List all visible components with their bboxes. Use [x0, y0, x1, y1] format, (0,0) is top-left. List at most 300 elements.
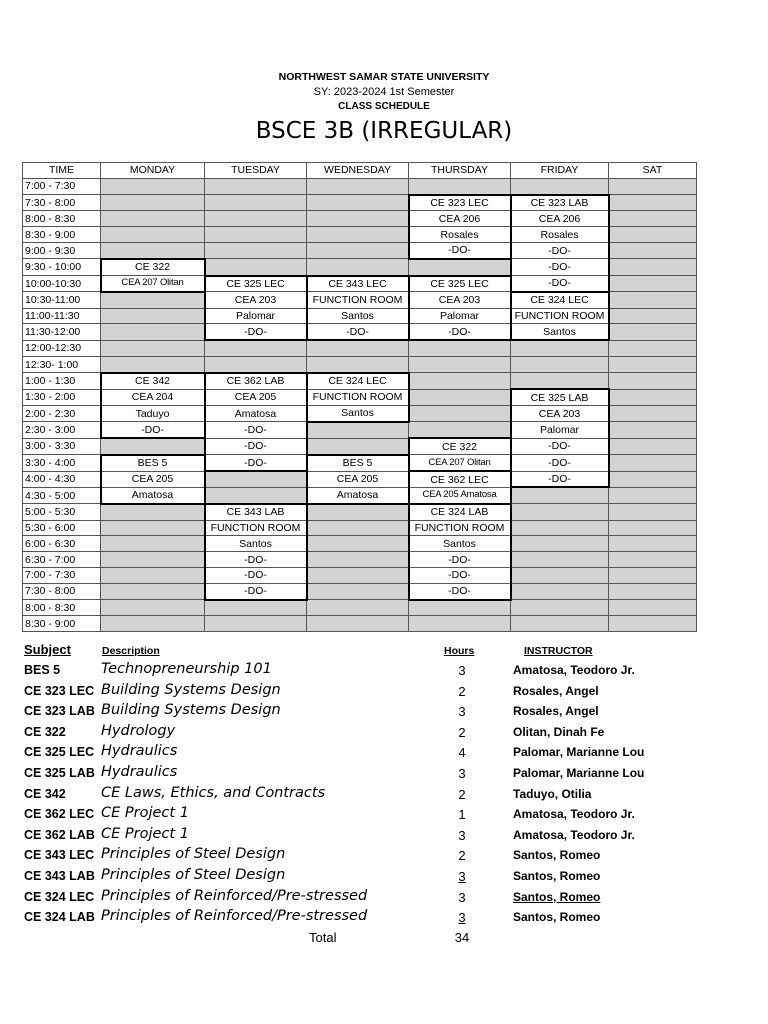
schedule-cell: -DO- [409, 552, 511, 568]
schedule-cell [511, 616, 609, 632]
schedule-cell [101, 324, 205, 340]
schedule-cell [609, 536, 697, 552]
schedule-cell [205, 227, 307, 243]
subject-code: CE 323 LAB [24, 704, 95, 719]
schedule-cell [609, 276, 697, 292]
subject-heading: Subject [24, 642, 71, 657]
schedule-cell: Santos [307, 405, 409, 421]
schedule-row [23, 616, 697, 632]
schedule-row [23, 504, 697, 520]
time-slot: 9:00 - 9:30 [23, 242, 101, 258]
subject-code: CE 324 LAB [24, 910, 95, 925]
subject-hours: 2 [458, 683, 466, 699]
schedule-cell [205, 357, 307, 373]
schedule-row [23, 552, 697, 568]
subject-row [22, 825, 722, 846]
schedule-cell: BES 5 [101, 455, 205, 471]
schedule-cell: -DO- [511, 455, 609, 471]
schedule-cell: -DO- [511, 242, 609, 258]
time-slot: 1:30 - 2:00 [23, 389, 101, 405]
page-title: BSCE 3B (IRREGULAR) [255, 118, 513, 144]
schedule-cell: -DO- [409, 242, 511, 258]
time-slot: 7:30 - 8:00 [23, 195, 101, 211]
schedule-cell: CEA 204 [101, 389, 205, 405]
subject-instructor: Santos, Romeo [513, 910, 601, 925]
schedule-cell: CE 324 LEC [307, 373, 409, 389]
subject-row [22, 845, 722, 866]
subject-hours: 3 [458, 663, 466, 678]
time-slot: 1:00 - 1:30 [23, 373, 101, 389]
schedule-cell [609, 242, 697, 258]
schedule-cell [609, 438, 697, 455]
subject-hours: 2 [458, 724, 466, 740]
subject-instructor: Olitan, Dinah Fe [513, 724, 605, 739]
subject-instructor: Taduyo, Otilia [513, 786, 592, 801]
subject-instructor: Amatosa, Teodoro Jr. [513, 663, 635, 677]
schedule-cell: -DO- [205, 422, 307, 438]
schedule-cell [205, 242, 307, 258]
schedule-row [23, 536, 697, 552]
subject-code: CE 343 LEC [24, 848, 95, 863]
schedule-cell: Santos [409, 536, 511, 552]
column-header: MONDAY [101, 163, 205, 179]
schedule-cell [205, 211, 307, 227]
document-type: CLASS SCHEDULE [338, 101, 430, 112]
schedule-cell: -DO- [511, 471, 609, 487]
schedule-cell [511, 357, 609, 373]
schedule-cell [609, 259, 697, 276]
schedule-row [23, 373, 697, 389]
schedule-cell: -DO- [205, 438, 307, 455]
schedule-cell [409, 178, 511, 194]
subject-description: Principles of Steel Design [101, 866, 286, 883]
subject-code: BES 5 [24, 663, 61, 677]
schedule-cell [609, 504, 697, 520]
subject-description: CE Laws, Ethics, and Contracts [101, 784, 326, 801]
schedule-cell [409, 340, 511, 356]
total-row [22, 928, 722, 948]
schedule-cell [609, 567, 697, 583]
schedule-cell [307, 600, 409, 616]
subject-row [22, 660, 722, 681]
schedule-row [23, 389, 697, 405]
schedule-cell: CE 343 LEC [307, 276, 409, 292]
subject-hours: 2 [458, 786, 466, 802]
subject-hours: 3 [458, 910, 466, 926]
schedule-cell: CE 362 LAB [205, 373, 307, 389]
schedule-header-row [23, 163, 697, 179]
time-slot: 6:30 - 7:00 [23, 552, 101, 568]
schedule-cell [609, 292, 697, 308]
schedule-cell: -DO- [409, 583, 511, 599]
schedule-cell [307, 259, 409, 276]
schedule-cell: Amatosa [101, 487, 205, 503]
time-slot: 3:00 - 3:30 [23, 438, 101, 455]
schedule-cell [101, 552, 205, 568]
schedule-cell [409, 259, 511, 276]
schedule-cell [101, 242, 205, 258]
schedule-cell: Santos [307, 308, 409, 324]
time-slot: 3:30 - 4:00 [23, 455, 101, 471]
subject-instructor: Amatosa, Teodoro Jr. [513, 807, 635, 822]
schedule-cell: -DO- [205, 552, 307, 568]
time-slot: 4:30 - 5:00 [23, 487, 101, 503]
schedule-row [23, 178, 697, 194]
subject-code: CE 325 LEC [24, 745, 95, 760]
schedule-cell: -DO- [409, 567, 511, 583]
schedule-cell [205, 600, 307, 616]
school-year: SY: 2023-2024 1st Semester [313, 86, 455, 98]
schedule-cell [307, 583, 409, 599]
total-label: Total [309, 929, 337, 945]
schedule-cell: -DO- [205, 324, 307, 340]
schedule-row [23, 600, 697, 616]
schedule-cell [307, 567, 409, 583]
schedule-cell [205, 487, 307, 503]
subject-row [22, 784, 722, 805]
schedule-cell [205, 195, 307, 211]
subject-description: Hydraulics [101, 763, 178, 780]
schedule-cell [609, 520, 697, 536]
subject-row [22, 722, 722, 743]
subject-description: CE Project 1 [101, 825, 189, 842]
schedule-cell: CEA 205 [205, 389, 307, 405]
subject-row [22, 804, 722, 825]
schedule-cell: BES 5 [307, 455, 409, 471]
subject-instructor: Palomar, Marianne Lou [513, 765, 645, 780]
schedule-cell [307, 504, 409, 520]
schedule-cell [609, 552, 697, 568]
schedule-row [23, 455, 697, 471]
schedule-cell [307, 211, 409, 227]
schedule-row [23, 471, 697, 487]
time-slot: 9:30 - 10:00 [23, 259, 101, 276]
schedule-cell [101, 357, 205, 373]
time-slot: 5:30 - 6:00 [23, 520, 101, 536]
schedule-cell: Santos [511, 324, 609, 340]
schedule-cell [101, 438, 205, 455]
schedule-cell: CE 322 [409, 438, 511, 455]
schedule-cell [609, 600, 697, 616]
schedule-cell: -DO- [511, 259, 609, 276]
schedule-cell: CE 343 LAB [205, 504, 307, 520]
schedule-cell: CE 342 [101, 373, 205, 389]
schedule-row [23, 567, 697, 583]
schedule-cell [101, 536, 205, 552]
schedule-cell: CEA 206 [409, 211, 511, 227]
schedule-cell: Palomar [511, 422, 609, 438]
schedule-table [22, 162, 697, 632]
subject-description: Hydraulics [101, 743, 178, 760]
column-header: FRIDAY [511, 163, 609, 179]
schedule-cell [409, 405, 511, 421]
schedule-cell [307, 536, 409, 552]
schedule-cell [609, 195, 697, 211]
schedule-cell [511, 552, 609, 568]
schedule-cell [101, 520, 205, 536]
subject-row [22, 681, 722, 702]
subjects-header [22, 640, 722, 660]
schedule-cell [307, 195, 409, 211]
subject-description: Principles of Reinforced/Pre-stressed [101, 887, 368, 904]
subject-code: CE 322 [24, 724, 66, 739]
subject-row [22, 866, 722, 887]
schedule-row [23, 357, 697, 373]
schedule-cell [307, 178, 409, 194]
schedule-cell [307, 422, 409, 438]
schedule-row [23, 276, 697, 292]
schedule-cell [101, 583, 205, 599]
schedule-cell [205, 178, 307, 194]
total-hours: 34 [454, 929, 470, 945]
subject-code: CE 323 LEC [24, 683, 95, 698]
schedule-cell: Palomar [205, 308, 307, 324]
column-header: WEDNESDAY [307, 163, 409, 179]
subject-description: Principles of Reinforced/Pre-stressed [101, 908, 368, 925]
schedule-cell [609, 583, 697, 599]
schedule-cell [307, 552, 409, 568]
schedule-cell [101, 504, 205, 520]
schedule-cell [609, 487, 697, 503]
schedule-row [23, 211, 697, 227]
schedule-cell [511, 567, 609, 583]
schedule-cell: -DO- [511, 438, 609, 455]
schedule-cell: -DO- [409, 324, 511, 340]
subject-instructor: Santos, Romeo [513, 889, 601, 904]
schedule-row [23, 487, 697, 503]
schedule-cell [205, 616, 307, 632]
schedule-cell [609, 178, 697, 194]
schedule-cell: CE 323 LAB [511, 195, 609, 211]
subjects-list [22, 640, 722, 948]
schedule-cell: Rosales [511, 227, 609, 243]
schedule-row [23, 520, 697, 536]
subject-instructor: Amatosa, Teodoro Jr. [513, 827, 635, 842]
schedule-cell: -DO- [205, 455, 307, 471]
time-slot: 11:00-11:30 [23, 308, 101, 324]
time-slot: 10:30-11:00 [23, 292, 101, 308]
schedule-row [23, 292, 697, 308]
schedule-cell [511, 536, 609, 552]
schedule-cell: CEA 205 [101, 471, 205, 487]
schedule-row [23, 583, 697, 599]
subject-row [22, 763, 722, 784]
schedule-cell [101, 211, 205, 227]
time-slot: 2:00 - 2:30 [23, 405, 101, 421]
time-slot: 7:00 - 7:30 [23, 567, 101, 583]
schedule-cell [307, 227, 409, 243]
schedule-cell: CEA 203 [409, 292, 511, 308]
schedule-cell [609, 308, 697, 324]
schedule-cell: CEA 203 [511, 405, 609, 421]
schedule-cell [307, 242, 409, 258]
schedule-cell [409, 373, 511, 389]
subject-description: Hydrology [101, 722, 176, 739]
schedule-cell: CE 323 LEC [409, 195, 511, 211]
schedule-cell: Rosales [409, 227, 511, 243]
schedule-cell: CEA 207 Olitan [101, 276, 205, 292]
time-slot: 6:00 - 6:30 [23, 536, 101, 552]
time-slot: 4:00 - 4:30 [23, 471, 101, 487]
schedule-cell [409, 357, 511, 373]
subject-instructor: Santos, Romeo [513, 848, 601, 863]
schedule-cell [409, 616, 511, 632]
description-heading: Description [102, 645, 160, 657]
schedule-cell [609, 324, 697, 340]
schedule-cell [307, 340, 409, 356]
subject-hours: 3 [458, 765, 466, 781]
subject-hours: 1 [458, 807, 466, 823]
subject-hours: 3 [458, 868, 466, 884]
schedule-cell [511, 520, 609, 536]
schedule-cell [511, 504, 609, 520]
schedule-cell: FUNCTION ROOM [511, 308, 609, 324]
schedule-cell: FUNCTION ROOM [307, 292, 409, 308]
schedule-cell: Taduyo [101, 405, 205, 421]
time-slot: 7:00 - 7:30 [23, 178, 101, 194]
schedule-cell [511, 600, 609, 616]
schedule-cell: CE 322 [101, 259, 205, 276]
schedule-cell [307, 357, 409, 373]
schedule-row [23, 340, 697, 356]
schedule-row [23, 242, 697, 258]
schedule-cell: Santos [205, 536, 307, 552]
subject-description: CE Project 1 [101, 805, 189, 822]
subject-hours: 3 [458, 704, 466, 720]
subject-description: Principles of Steel Design [101, 846, 286, 863]
schedule-cell: CE 325 LEC [205, 276, 307, 292]
time-slot: 8:00 - 8:30 [23, 600, 101, 616]
time-slot: 8:00 - 8:30 [23, 211, 101, 227]
column-header: SAT [609, 163, 697, 179]
time-slot: 12:30- 1:00 [23, 357, 101, 373]
schedule-row [23, 195, 697, 211]
time-slot: 12:00-12:30 [23, 340, 101, 356]
time-slot: 10:00-10:30 [23, 276, 101, 292]
schedule-cell [609, 357, 697, 373]
schedule-cell [205, 471, 307, 487]
schedule-cell [409, 422, 511, 438]
schedule-cell [609, 422, 697, 438]
schedule-cell [609, 373, 697, 389]
schedule-cell [101, 195, 205, 211]
subject-hours: 3 [458, 889, 466, 905]
schedule-cell [307, 520, 409, 536]
schedule-cell [409, 389, 511, 405]
university-name: NORTHWEST SAMAR STATE UNIVERSITY [278, 71, 490, 83]
schedule-cell [101, 308, 205, 324]
instructor-heading: INSTRUCTOR [524, 645, 593, 657]
schedule-cell: -DO- [511, 276, 609, 292]
schedule-cell [609, 340, 697, 356]
schedule-cell: CEA 205 Amatosa [409, 487, 511, 503]
time-slot: 2:30 - 3:00 [23, 422, 101, 438]
subject-row [22, 907, 722, 928]
column-header: THURSDAY [409, 163, 511, 179]
schedule-cell [609, 389, 697, 405]
subject-row [22, 887, 722, 908]
schedule-cell [511, 340, 609, 356]
subject-code: CE 362 LAB [24, 827, 95, 842]
subject-hours: 2 [458, 848, 466, 864]
subject-code: CE 362 LEC [24, 807, 95, 822]
column-header: TIME [23, 163, 101, 179]
schedule-cell [511, 373, 609, 389]
schedule-row [23, 308, 697, 324]
schedule-cell [609, 455, 697, 471]
schedule-cell: CEA 206 [511, 211, 609, 227]
schedule-cell: CEA 203 [205, 292, 307, 308]
subject-description: Technopreneurship 101 [101, 661, 272, 677]
schedule-cell [511, 487, 609, 503]
schedule-cell [609, 616, 697, 632]
hours-heading: Hours [444, 645, 475, 657]
schedule-cell: -DO- [101, 422, 205, 438]
schedule-cell: Amatosa [205, 405, 307, 421]
schedule-cell [205, 259, 307, 276]
schedule-cell: CEA 205 [307, 471, 409, 487]
schedule-cell [609, 405, 697, 421]
schedule-cell [101, 292, 205, 308]
schedule-cell: FUNCTION ROOM [307, 389, 409, 405]
subject-description: Building Systems Design [101, 681, 281, 698]
subject-row [22, 742, 722, 763]
schedule-cell [101, 616, 205, 632]
schedule-cell: CE 324 LEC [511, 292, 609, 308]
subject-instructor: Palomar, Marianne Lou [513, 745, 645, 760]
subject-row [22, 701, 722, 722]
schedule-cell: Amatosa [307, 487, 409, 503]
time-slot: 8:30 - 9:00 [23, 616, 101, 632]
schedule-cell [409, 600, 511, 616]
schedule-cell: CE 324 LAB [409, 504, 511, 520]
schedule-cell [101, 567, 205, 583]
schedule-cell [101, 178, 205, 194]
time-slot: 5:00 - 5:30 [23, 504, 101, 520]
subject-hours: 3 [458, 827, 466, 843]
schedule-cell [511, 583, 609, 599]
time-slot: 7:30 - 8:00 [23, 583, 101, 599]
schedule-cell: FUNCTION ROOM [409, 520, 511, 536]
schedule-cell [307, 438, 409, 455]
schedule-cell [101, 600, 205, 616]
schedule-cell: CE 325 LAB [511, 389, 609, 405]
schedule-row [23, 438, 697, 455]
subject-hours: 4 [458, 745, 466, 761]
schedule-cell [101, 340, 205, 356]
time-slot: 8:30 - 9:00 [23, 227, 101, 243]
subject-instructor: Santos, Romeo [513, 868, 601, 883]
schedule-cell [101, 227, 205, 243]
schedule-cell: -DO- [205, 583, 307, 599]
schedule-cell [205, 340, 307, 356]
subject-instructor: Rosales, Angel [513, 704, 599, 719]
subject-description: Building Systems Design [101, 702, 281, 719]
schedule-cell [307, 616, 409, 632]
time-slot: 11:30-12:00 [23, 324, 101, 340]
schedule-cell: CE 325 LEC [409, 276, 511, 292]
schedule-cell: -DO- [307, 324, 409, 340]
subject-instructor: Rosales, Angel [513, 683, 599, 698]
schedule-row [23, 324, 697, 340]
schedule-cell [609, 227, 697, 243]
schedule-cell [609, 471, 697, 487]
subject-code: CE 324 LEC [24, 889, 95, 904]
schedule-row [23, 422, 697, 438]
schedule-cell: CEA 207 Olitan [409, 455, 511, 471]
subject-code: CE 343 LAB [24, 868, 95, 883]
schedule-row [23, 227, 697, 243]
